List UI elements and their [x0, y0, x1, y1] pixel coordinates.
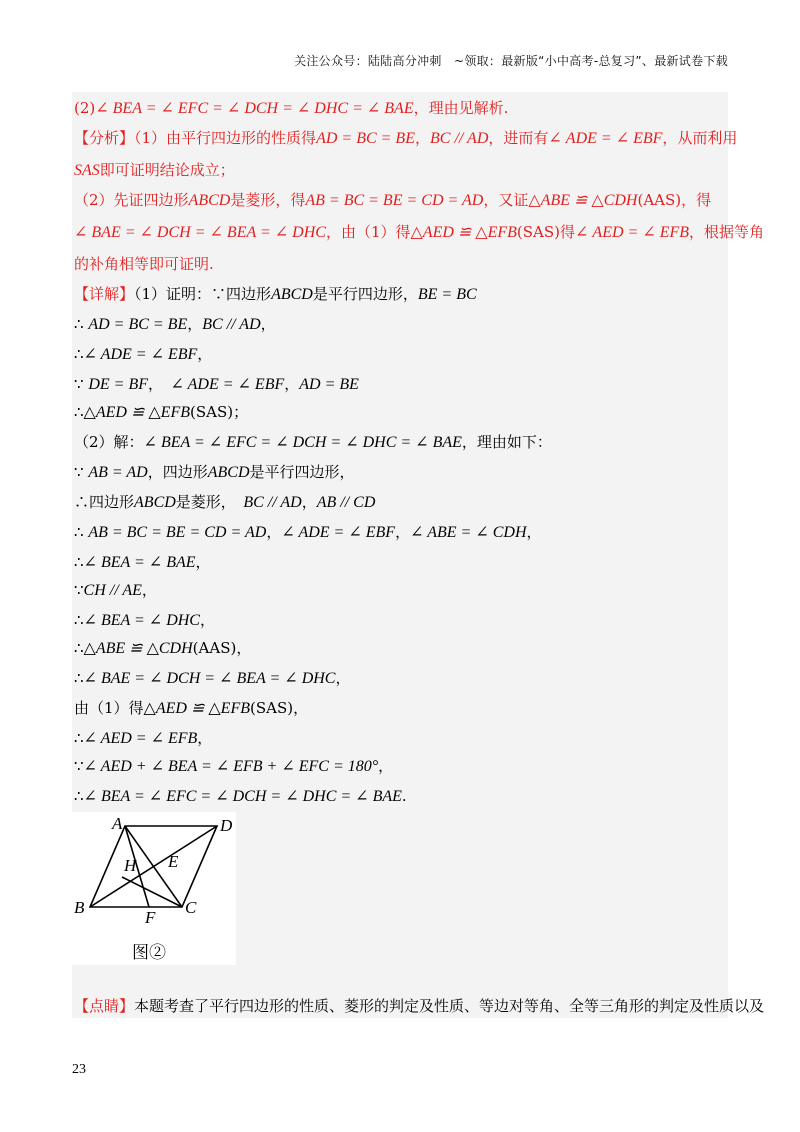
text-line: [74, 98, 508, 119]
text-segment: △AED ≌ △EFB: [410, 224, 517, 241]
text-segment: ABCD: [207, 464, 250, 481]
text-segment: 即可证明结论成立；: [99, 161, 235, 179]
text-segment: ，: [335, 669, 351, 687]
text-segment: (AAS)，得: [637, 191, 712, 209]
label-f: F: [145, 908, 156, 927]
text-segment: ∠ ADE = ∠ EBF: [548, 130, 663, 147]
text-segment: 是平行四边形，: [249, 463, 355, 481]
text-line: [74, 756, 393, 777]
page-header: 关注公众号：陆陆高分冲刺 ~领取：最新版“小中高考-总复习”、最新试卷下载: [294, 54, 728, 68]
text-segment: ∴: [74, 611, 84, 629]
geometry-figure: [72, 812, 236, 965]
text-segment: ∵: [74, 581, 84, 599]
text-segment: AD = BC = BE: [88, 316, 188, 333]
text-segment: (2): [74, 99, 96, 117]
text-segment: ，: [378, 757, 394, 775]
label-h: H: [124, 856, 137, 875]
text-segment: 【点睛】: [74, 997, 135, 1015]
text-line: [74, 314, 276, 335]
text-segment: 是菱形，得: [230, 191, 306, 209]
text-line: [74, 284, 477, 305]
text-segment: ，: [266, 523, 282, 541]
text-segment: ∠ AED = ∠ EFB: [83, 730, 198, 747]
segment-ch: [122, 877, 182, 907]
text-segment: ABCD: [271, 286, 313, 303]
text-segment: AB = AD: [88, 464, 148, 481]
text-segment: ，理由见解析.: [413, 99, 509, 117]
text-segment: ∠ BEA = ∠ EFC = ∠ DCH = ∠ DHC = ∠ BAE: [143, 434, 462, 451]
text-segment: ∠ ABE = ∠ CDH: [410, 524, 527, 541]
text-line: [74, 996, 764, 1016]
text-segment: （2）解：: [74, 433, 144, 451]
text-line: [74, 402, 248, 423]
label-a: A: [112, 814, 123, 833]
text-segment: （2）先证四边形: [74, 191, 189, 209]
text-segment: ∠ AED + ∠ BEA = ∠ EFB + ∠ EFC = 180°: [83, 758, 379, 775]
text-line: [74, 698, 308, 719]
text-segment: ∴: [74, 315, 89, 333]
text-segment: ∴: [74, 345, 84, 363]
text-segment: ，: [301, 493, 317, 511]
text-segment: ∴: [74, 523, 89, 541]
text-segment: ，: [147, 375, 171, 393]
text-segment: ，: [284, 375, 300, 393]
text-line: [74, 160, 235, 181]
text-segment: ，: [414, 129, 430, 147]
text-segment: 是平行四边形，: [312, 285, 418, 303]
text-line: [74, 522, 542, 543]
text-line: [74, 128, 737, 149]
text-segment: 【详解】: [74, 285, 135, 303]
text-line: [74, 462, 355, 483]
text-segment: BC // AD: [430, 130, 489, 147]
text-segment: ∠ BEA = ∠ DHC: [83, 612, 200, 629]
text-segment: ，: [141, 581, 157, 599]
text-segment: AB = BC = BE = CD = AD: [305, 192, 484, 209]
text-segment: ∵: [74, 375, 89, 393]
text-line: [74, 668, 351, 689]
text-segment: AD = BC = BE: [316, 130, 415, 147]
text-segment: SAS: [74, 162, 100, 179]
text-segment: AB = BC = BE = CD = AD: [88, 524, 267, 541]
text-line: [74, 492, 375, 513]
text-segment: ，: [187, 315, 203, 333]
text-segment: BE = BC: [417, 286, 477, 303]
text-segment: ，: [260, 315, 276, 333]
text-segment: ，进而有: [488, 129, 549, 147]
text-segment: ∵: [74, 463, 89, 481]
text-line: [74, 222, 764, 243]
text-segment: (SAS)，: [249, 699, 309, 717]
text-segment: ∠ BEA = ∠ EFC = ∠ DCH = ∠ DHC = ∠ BAE: [95, 100, 414, 117]
text-segment: ，从而利用: [662, 129, 738, 147]
text-segment: 【分析】: [74, 129, 135, 147]
text-line: [74, 610, 215, 631]
text-segment: ，: [197, 729, 213, 747]
label-b: B: [74, 898, 85, 917]
text-segment: ，: [199, 611, 215, 629]
text-segment: (SAS)；: [189, 403, 249, 421]
text-segment: ∴四边形: [74, 493, 135, 511]
label-d: D: [220, 816, 233, 835]
text-segment: ∵: [74, 757, 84, 775]
text-segment: ∴: [74, 639, 84, 657]
text-segment: ，: [195, 553, 211, 571]
page-number: 23: [72, 1062, 86, 1077]
text-segment: .: [401, 787, 407, 805]
text-line: [74, 374, 359, 395]
text-segment: ，: [395, 523, 411, 541]
text-segment: ，又证: [483, 191, 529, 209]
text-line: [74, 580, 157, 601]
text-line: [74, 786, 407, 807]
text-segment: ∴: [74, 403, 84, 421]
text-segment: AD = BE: [299, 376, 359, 393]
text-segment: 由（1）得: [74, 699, 144, 717]
text-segment: △AED ≌ △EFB: [83, 404, 190, 421]
text-segment: BC // AD: [243, 494, 302, 511]
text-segment: AB // CD: [316, 494, 376, 511]
text-segment: △AED ≌ △EFB: [143, 700, 250, 717]
text-segment: (SAS)得: [516, 223, 576, 241]
text-segment: ，理由如下：: [461, 433, 552, 451]
figure-caption: 图②: [132, 943, 166, 963]
text-segment: ABCD: [134, 494, 176, 511]
text-segment: ，: [526, 523, 542, 541]
text-segment: ∴: [74, 553, 84, 571]
text-segment: ∴: [74, 669, 84, 687]
text-segment: ∠ ADE = ∠ EBF: [170, 376, 285, 393]
text-segment: ∠ ADE = ∠ EBF: [83, 346, 198, 363]
text-segment: ，四边形: [147, 463, 208, 481]
text-segment: ∴: [74, 729, 84, 747]
text-segment: CH // AE: [83, 582, 142, 599]
text-segment: ∠ BAE = ∠ DCH = ∠ BEA = ∠ DHC: [74, 224, 326, 241]
text-segment: ∠ BAE = ∠ DCH = ∠ BEA = ∠ DHC: [83, 670, 336, 687]
text-line: [74, 638, 251, 659]
text-segment: BC // AD: [202, 316, 261, 333]
text-segment: ，由（1）得: [325, 223, 411, 241]
text-line: [74, 254, 214, 274]
text-segment: ∠ BEA = ∠ BAE: [83, 554, 196, 571]
text-segment: (AAS)，: [192, 639, 252, 657]
diagonal-bd: [90, 826, 217, 907]
text-line: [74, 432, 552, 453]
label-c: C: [185, 898, 197, 917]
text-segment: （1）由平行四边形的性质得: [134, 129, 317, 147]
text-segment: △ABE ≌ △CDH: [528, 192, 638, 209]
text-segment: 的补角相等即可证明.: [74, 255, 214, 273]
label-e: E: [168, 852, 179, 871]
text-segment: ABCD: [188, 192, 231, 209]
text-segment: ，根据等角: [689, 223, 765, 241]
text-segment: ∠ AED = ∠ EFB: [575, 224, 690, 241]
text-segment: ∴: [74, 787, 84, 805]
text-line: [74, 552, 211, 573]
text-segment: ∠ ADE = ∠ EBF: [281, 524, 396, 541]
text-segment: ，: [197, 345, 213, 363]
text-segment: 是菱形，: [175, 493, 244, 511]
text-segment: DE = BF: [88, 376, 148, 393]
text-segment: ∠ BEA = ∠ EFC = ∠ DCH = ∠ DHC = ∠ BAE: [83, 788, 402, 805]
text-line: [74, 728, 212, 749]
text-line: [74, 344, 212, 365]
text-segment: （1）证明：∵四边形: [134, 285, 272, 303]
text-segment: 本题考查了平行四边形的性质、菱形的判定及性质、等边对等角、全等三角形的判定及性质以及: [134, 997, 765, 1015]
text-line: [74, 190, 711, 211]
text-segment: △ABE ≌ △CDH: [83, 640, 193, 657]
